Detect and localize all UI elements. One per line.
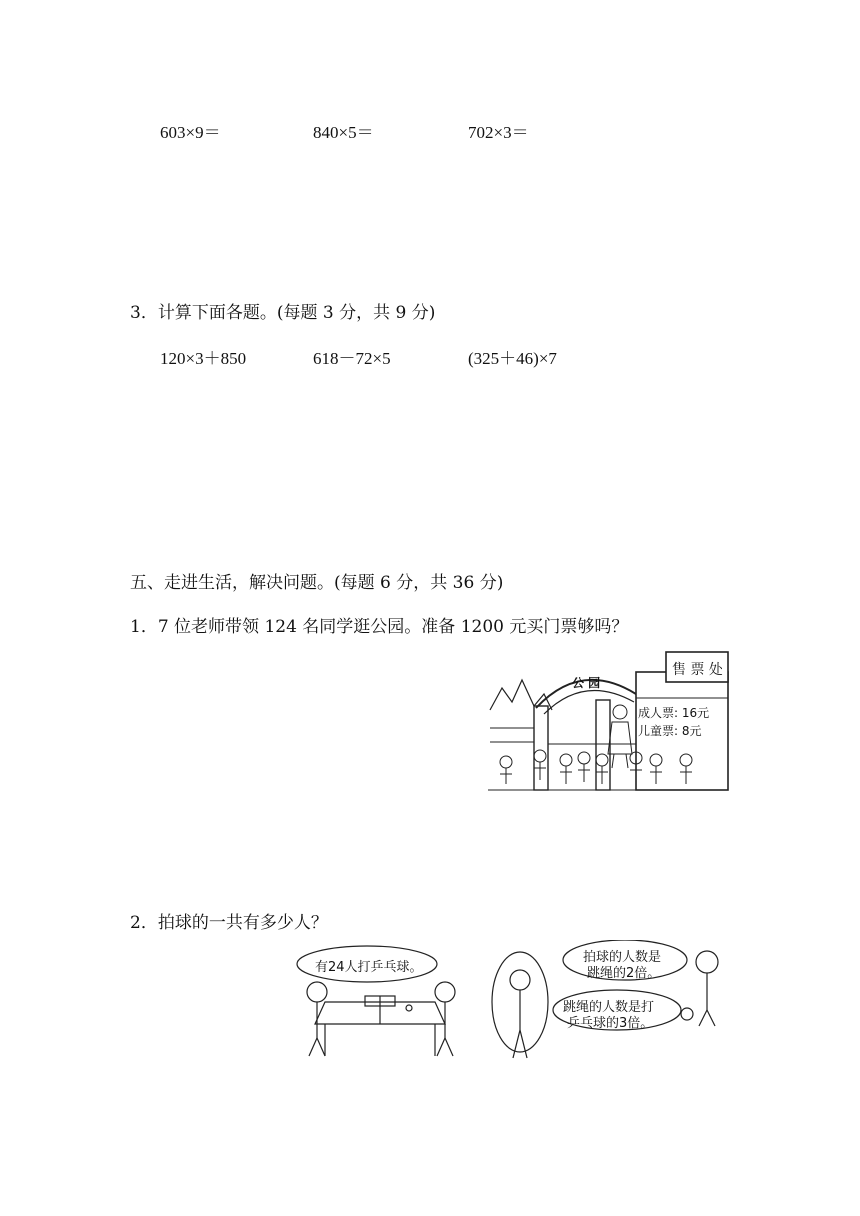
park-ticket-figure — [486, 650, 730, 800]
question-3-title: 3．计算下面各题。(每题 3 分，共 9 分) — [130, 303, 436, 323]
sports-figure — [295, 940, 735, 1070]
ticket-booth-sign: 售 票 处 — [672, 662, 723, 678]
ball-speech-line-2: 跳绳的2倍。 — [587, 966, 661, 981]
calc-expr-840x5: 840×5＝ — [313, 123, 374, 142]
children-group — [486, 650, 730, 800]
question-2-text: 2．拍球的一共有多少人？ — [130, 913, 328, 933]
rope-speech-line-1: 跳绳的人数是打 — [563, 1000, 655, 1015]
ball-speech-line-1: 拍球的人数是 — [583, 950, 662, 965]
rope-speech-line-2: 乒乓球的3倍。 — [567, 1016, 654, 1031]
calc-expr-702x3: 702×3＝ — [468, 123, 529, 142]
question-1-text: 1．7 位老师带领 124 名同学逛公园。准备 1200 元买门票够吗？ — [130, 617, 629, 637]
section-5-title: 五、走进生活，解决问题。(每题 6 分，共 36 分) — [130, 573, 504, 593]
q3-expr-1: 120×3＋850 — [160, 349, 247, 368]
park-gate-sign: 公 园 — [572, 676, 601, 690]
q3-expr-3: (325＋46)×7 — [468, 349, 557, 368]
q3-expr-2: 618－72×5 — [313, 349, 391, 368]
pingpong-speech-bubble: 有24人打乒乓球。 — [315, 960, 423, 975]
adult-ticket-price: 成人票: 16元 — [638, 706, 710, 720]
child-ticket-price: 儿童票: 8元 — [638, 724, 702, 738]
calc-expr-603x9: 603×9＝ — [160, 123, 221, 142]
